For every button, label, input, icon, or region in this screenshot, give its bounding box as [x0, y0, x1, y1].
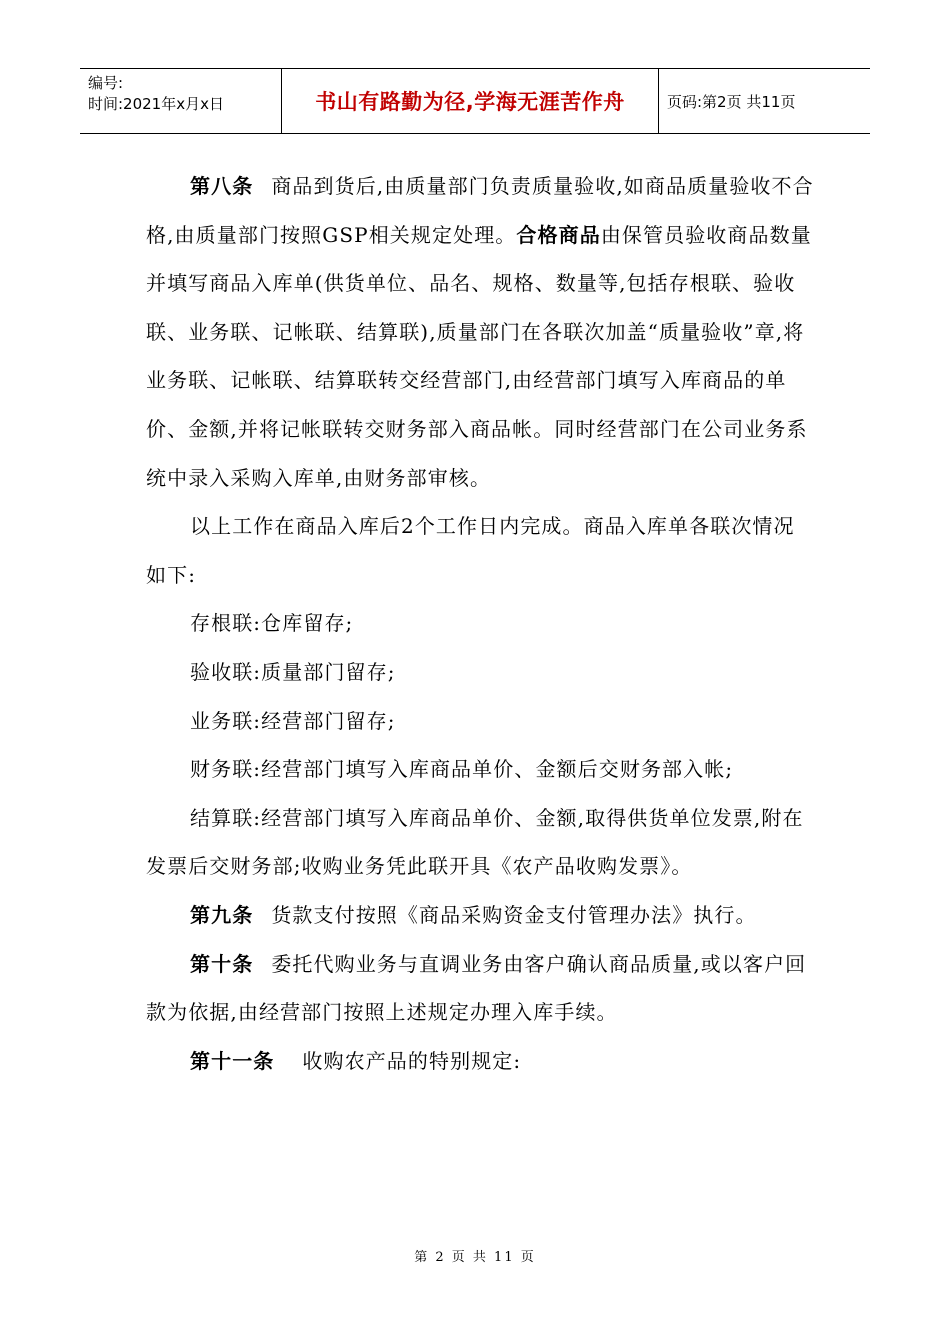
article-10-text: 委托代购业务与直调业务由客户确认商品质量,或以客户回款为依据,由经营部门按照上述规定办理入库手续。 — [146, 951, 807, 1025]
number-label: 编号: — [88, 74, 124, 92]
article-11 — [146, 1037, 814, 1086]
header-page-info: 页码:第2页 共11页 — [667, 92, 796, 111]
page-header — [80, 68, 870, 134]
header-motto: 书山有路勤为径,学海无涯苦作舟 — [282, 69, 659, 133]
article-8-text1: 商品到货后,由质量部门负责质量验收,如商品质量验收不合格,由质量部门按照GSP相关规定处理。 — [146, 174, 814, 247]
article-8-bold-term: 合格商品 — [516, 222, 601, 247]
article-8-title: 第八条 — [190, 174, 254, 198]
article-11-text: 收购农产品的特别规定: — [302, 1048, 522, 1073]
copy-item: 结算联:经营部门填写入库商品单价、金额,取得供货单位发票,附在发票后交财务部;收购业务凭此联开具《农产品收购发票》。 — [146, 805, 804, 879]
article-9-text: 货款支付按照《商品采购资金支付管理办法》执行。 — [271, 902, 757, 927]
copy-item: 存根联:仓库留存; — [190, 611, 354, 636]
page-footer: 第 2 页 共 11 页 — [414, 1250, 536, 1265]
article-10 — [146, 940, 814, 1037]
copy-item: 验收联:质量部门留存; — [190, 659, 396, 684]
paragraph-timing: 以上工作在商品入库后2个工作日内完成。商品入库单各联次情况如下: — [146, 514, 795, 587]
article-8 — [146, 162, 814, 502]
article-8-text2: 由保管员验收商品数量并填写商品入库单(供货单位、品名、规格、数量等,包括存根联、验收联、业务联、记帐联、结算联),质量部门在各联次加盖“质量验收”章,将业务联、记帐联、结算联转交经营部门,由经营部门填写入库商品的单价、金额,并将记帐联转交财务部入商品帐。同时经营部门在公司业务系统中录入采购入库单,由财务部审核。 — [146, 222, 812, 490]
article-9-title: 第九条 — [190, 902, 254, 927]
time-label: 时间:2021年x月x日 — [88, 95, 224, 113]
copy-item: 业务联:经营部门留存; — [190, 708, 396, 733]
header-meta — [80, 69, 282, 133]
article-10-title: 第十条 — [190, 951, 254, 976]
document-body — [146, 162, 814, 1085]
copy-item: 财务联:经营部门填写入库商品单价、金额后交财务部入帐; — [190, 757, 734, 782]
article-9 — [146, 891, 814, 940]
article-11-title: 第十一条 — [190, 1048, 275, 1073]
